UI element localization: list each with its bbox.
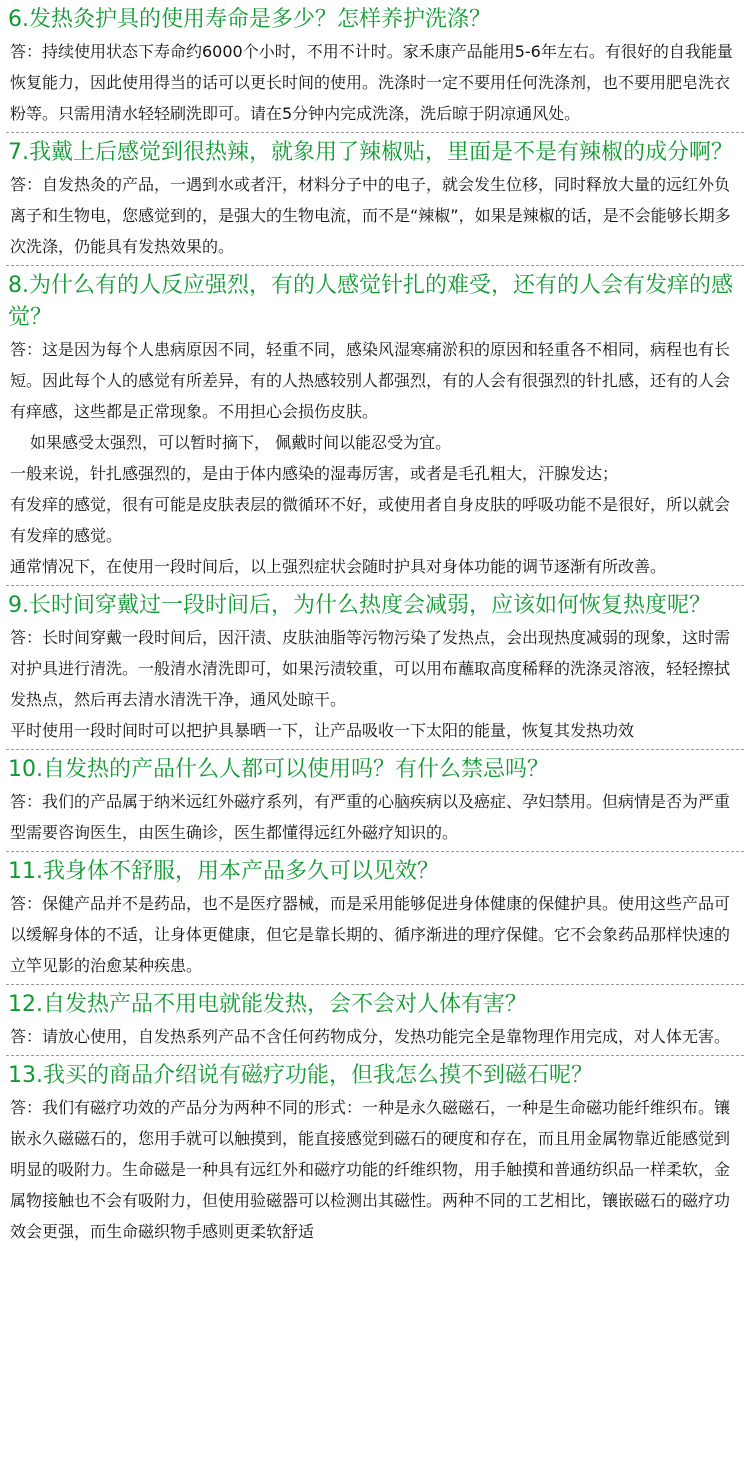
faq-answer: 答：我们的产品属于纳米远红外磁疗系列，有严重的心脑疾病以及癌症、孕妇禁用。但病情是否为严重型需要咨询医生，由医生确诊，医生都懂得远红外磁疗知识的。	[10, 792, 731, 842]
faq-answer: 答：这是因为每个人患病原因不同，轻重不同，感染风湿寒痛淤积的原因和轻重各不相同，病程也有长短。因此每个人的感觉有所差异，有的人热感较别人都强烈，有的人会有很强烈的针扎感，还有的人会有痒感，这些都是正常现象。不用担心会损伤皮肤。	[10, 340, 731, 421]
faq-item-10	[0, 750, 750, 851]
faq-answer: 答：请放心使用，自发热系列产品不含任何药物成分，发热功能完全是靠物理作用完成，对人体无害。	[10, 1027, 731, 1046]
faq-answer: 答：持续使用状态下寿命约6000个小时，不用不计时。家禾康产品能用5-6年左右。有很好的自我能量恢复能力，因此使用得当的话可以更长时间的使用。洗涤时一定不要用任何洗涤剂，也不要用肥皂洗衣粉等。只需用清水轻轻刷洗即可。请在5分钟内完成洗涤，洗后晾于阴凉通风处。	[10, 42, 733, 123]
faq-item-11	[0, 852, 750, 984]
faq-question: 12.自发热产品不用电就能发热，会不会对人体有害？	[8, 992, 527, 1017]
faq-question: 13.我买的商品介绍说有磁疗功能，但我怎么摸不到磁石呢？	[8, 1063, 593, 1088]
faq-question: 10.自发热的产品什么人都可以使用吗？有什么禁忌吗？	[8, 757, 549, 782]
faq-question: 9.长时间穿戴过一段时间后，为什么热度会减弱，应该如何恢复热度呢？	[8, 593, 711, 618]
faq-question: 7.我戴上后感觉到很热辣，就象用了辣椒贴，里面是不是有辣椒的成分啊？	[8, 140, 733, 165]
faq-answer: 有发痒的感觉，很有可能是皮肤表层的微循环不好，或使用者自身皮肤的呼吸功能不是很好，所以就会有发痒的感觉。	[10, 495, 731, 545]
faq-answer: 答：长时间穿戴一段时间后，因汗渍、皮肤油脂等污物污染了发热点，会出现热度减弱的现象，这时需对护具进行清洗。一般清水清洗即可，如果污渍较重，可以用布蘸取高度稀释的洗涤灵溶液，轻轻擦拭发热点，然后再去清水清洗干净，通风处晾干。	[10, 628, 731, 709]
faq-answer: 如果感受太强烈，可以暂时摘下， 佩戴时间以能忍受为宜。	[30, 433, 452, 452]
faq-item-13	[0, 1056, 750, 1250]
faq-item-9	[0, 586, 750, 749]
faq-answer: 答：自发热灸的产品，一遇到水或者汗，材料分子中的电子，就会发生位移，同时释放大量的远红外负离子和生物电，您感觉到的，是强大的生物电流，而不是“辣椒”，如果是辣椒的话，是不会能够长期多次洗涤，仍能具有发热效果的。	[10, 175, 731, 256]
faq-item-12	[0, 985, 750, 1055]
faq-question: 6.发热灸护具的使用寿命是多少？怎样养护洗涤？	[8, 7, 491, 32]
faq-answer: 答：保健产品并不是药品，也不是医疗器械，而是采用能够促进身体健康的保健护具。使用这些产品可以缓解身体的不适，让身体更健康，但它是靠长期的、循序渐进的理疗保健。它不会象药品那样快速的立竿见影的治愈某种疾患。	[10, 894, 731, 975]
faq-answer: 通常情况下，在使用一段时间后，以上强烈症状会随时护具对身体功能的调节逐渐有所改善。	[10, 557, 667, 576]
faq-item-7	[0, 133, 750, 265]
faq-question: 8.为什么有的人反应强烈，有的人感觉针扎的难受，还有的人会有发痒的感觉？	[8, 273, 733, 330]
faq-item-6	[0, 0, 750, 132]
faq-answer: 平时使用一段时间时可以把护具暴晒一下，让产品吸收一下太阳的能量，恢复其发热功效	[10, 721, 635, 740]
faq-question: 11.我身体不舒服，用本产品多久可以见效？	[8, 859, 439, 884]
faq-answer: 答：我们有磁疗功效的产品分为两种不同的形式：一种是永久磁磁石，一种是生命磁功能纤维织布。镶嵌永久磁磁石的，您用手就可以触摸到，能直接感觉到磁石的硬度和存在，而且用金属物靠近能感觉到明显的吸附力。生命磁是一种具有远红外和磁疗功能的纤维织物，用手触摸和普通纺织品一样柔软，金属物接触也不会有吸附力，但使用验磁器可以检测出其磁性。两种不同的工艺相比，镶嵌磁石的磁疗功效会更强，而生命磁织物手感则更柔软舒适	[10, 1098, 731, 1241]
faq-item-8	[0, 266, 750, 585]
faq-answer: 一般来说，针扎感强烈的，是由于体内感染的湿毒厉害，或者是毛孔粗大，汗腺发达；	[10, 464, 619, 483]
